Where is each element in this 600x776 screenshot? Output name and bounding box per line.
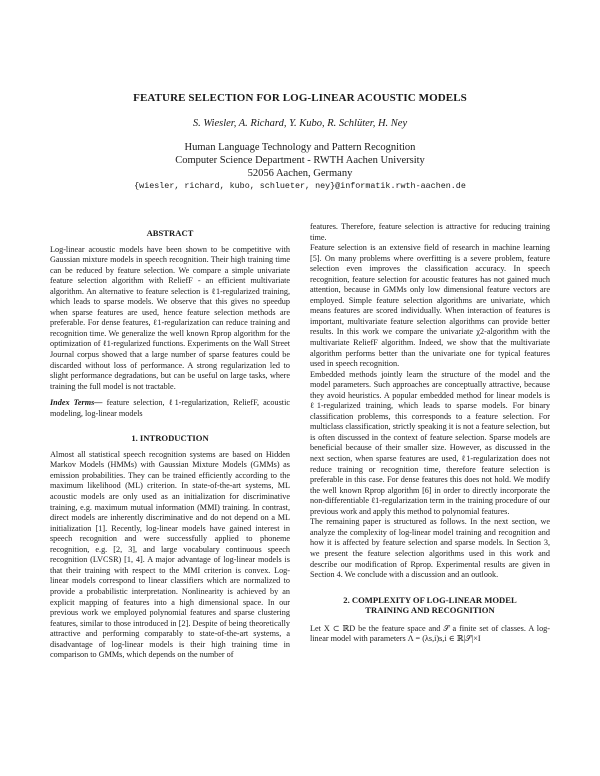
section2-text: Let X ⊂ ℝD be the feature space and 𝒮 a finite set of classes. A log-linear model with parameters Λ = (λs,i)s,i ∈ ℝ|𝒮|×I	[310, 623, 550, 644]
section2-heading	[310, 595, 550, 616]
affiliation-line: 52056 Aachen, Germany	[247, 168, 353, 179]
intro-text: Almost all statistical speech recognition systems are based on Hidden Markov Models (HMMs) with Gaussian Mixture Models (GMMs) as emission probabilities. They can be trained efficiently according to the maximum likelihood (ML) criterion. In state-of-the-art systems, ML acoustic models are only used as an initialization for discriminative training, e.g. maximum mutual information (MMI) training. In contrast, direct models are inherently discriminative and do not depend on a ML initialization [1]. Recently, log-linear models have gained interest in speech recognition and were successfully applied to phoneme recognition, e.g. [2, 3], and large vocabulary continuous speech recognition (LVCSR) [1, 4]. A major advantage of log-linear models is that their training with respect to the MMI criterion is convex. Log-linear models correspond to linear classifiers which are normalized to provide a probabilistic interpretation. Nonlinearity is achieved by an explicit mapping of features into a high dimensional space. In our previous work we employed polynomial features and sparse clustering features, similar to those introduced in [2]. Despite of being theoretically attractive and performing comparably to state-of-the-art systems, a disadvantage of log-linear models is their high training time in comparison to GMMs, which depends on the number of	[50, 449, 290, 660]
paragraph: Feature selection is an extensive field of research in machine learning [5]. On many problems where overfitting is a severe problem, feature selection even improves the classification accuracy. In speech recognition, feature selection for acoustic features has not gained much attention, because in GMMs only low dimensional feature vectors are employed. Simple feature selection algorithms are univariate, which means features are scored individually. When interaction of features is important, multivariate feature selection algorithms can provide better results. In this work we compare the univariate χ2-algorithm with the multivariate ReliefF algorithm. Indeed, we show that the multivariate algorithm performs better than the univariate one for typical features used in speech recognition.	[310, 243, 550, 369]
paper-authors: S. Wiesler, A. Richard, Y. Kubo, R. Schlüter, H. Ney	[192, 118, 408, 129]
intro-heading: 1. INTRODUCTION	[131, 433, 209, 444]
left-column	[50, 222, 290, 661]
affiliation	[0, 141, 600, 180]
abstract-text: Log-linear acoustic models have been shown to be competitive with Gaussian mixture models in speech recognition. Their high training time can be reduced by feature selection. We compare a simple univariate feature selection algorithm with ReliefF - an efficient multivariate algorithm. An alternative to feature selection is ℓ1-regularized training, which leads to sparse models. We observe that this gives no speedup when sparse features are used, hence feature selection methods are preferable. For dense features, ℓ1-regularization can reduce training and recognition time. We generalize the well known Rprop algorithm for the optimization of ℓ1-regularized functions. Experiments on the Wall Street Journal corpus showed that a large number of sparse features could be discarded without loss of performance. A strong regularization led to slight performance degradations, but can be useful on large tasks, where training the full model is not tractable.	[50, 244, 290, 391]
index-terms-label: Index Terms—	[50, 398, 103, 408]
abstract-heading: ABSTRACT	[146, 228, 194, 238]
paragraph: The remaining paper is structured as follows. In the next section, we analyze the complexity of log-linear model training and recognition and how it is affected by feature selection and sparse models. In Section 3, we present the feature selection algorithms used in this work and describe our modification of Rprop. Experimental results are given in Section 4. We conclude with a discussion and an outlook.	[310, 517, 550, 580]
section2-heading-line: 2. COMPLEXITY OF LOG-LINEAR MODEL	[343, 594, 517, 605]
index-terms	[50, 398, 290, 419]
affiliation-line: Human Language Technology and Pattern Recognition	[184, 142, 416, 153]
paragraph: Embedded methods jointly learn the structure of the model and the model parameters. Such approaches are conceptually attractive, because they avoid heuristics. A popular embedded method for linear models is ℓ1-regularized training, which leads to sparse models. For binary classification problems, this corresponds to a feature selection. For multiclass classification, strictly speaking it is not a feature selection, but is often discussed in the context of feature selection. Sparse models are beneficial because of their smaller size. However, as discussed in the next section, when sparse features are used, ℓ1-regularization does not reduce training or recognition time, therefore feature selection is preferable in this case. For dense features this does not hold. We modify the well known Rprop algorithm [6] in order to directly incorporate the non-differentiable ℓ1-regularization term in the training procedure of our previous work and apply this method to polynomial features.	[310, 369, 550, 516]
paper-title: FEATURE SELECTION FOR LOG-LINEAR ACOUSTIC MODELS	[133, 92, 467, 104]
author-emails: {wiesler, richard, kubo, schlueter, ney}@informatik.rwth-aachen.de	[134, 181, 466, 191]
paragraph: features. Therefore, feature selection is attractive for reducing training time.	[310, 222, 550, 242]
right-column	[310, 222, 550, 645]
section2-heading-line: TRAINING AND RECOGNITION	[365, 605, 495, 616]
index-terms-text: feature selection, ℓ1-regularization, ReliefF, acoustic modeling, log-linear models	[50, 398, 290, 418]
affiliation-line: Computer Science Department - RWTH Aachen University	[175, 155, 425, 166]
